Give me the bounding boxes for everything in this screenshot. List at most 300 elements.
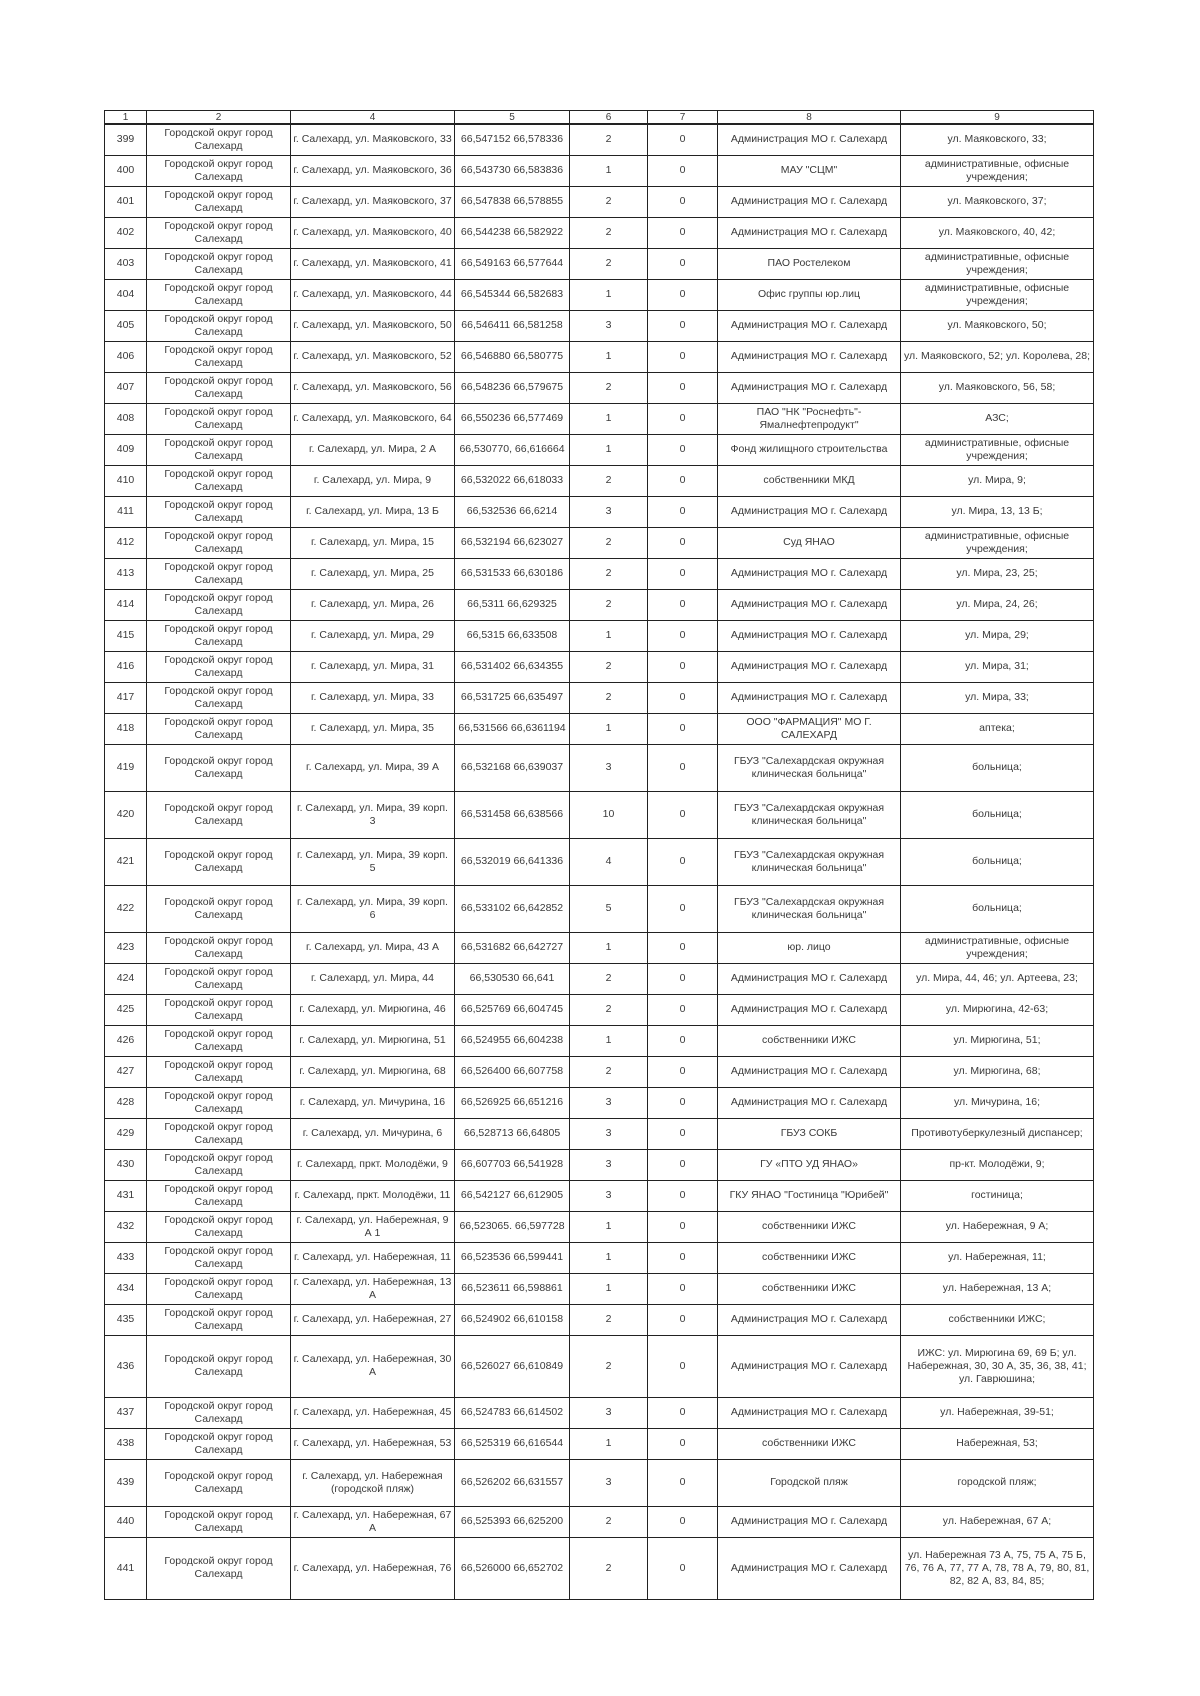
- cell-address: г. Салехард, ул. Мира, 44: [291, 963, 455, 994]
- cell-owner: ООО "ФАРМАЦИЯ" МО Г. САЛЕХАРД: [718, 713, 901, 744]
- cell-zero: 0: [648, 744, 718, 791]
- cell-served: ул. Набережная, 13 А;: [901, 1273, 1094, 1304]
- cell-owner: Администрация МО г. Салехард: [718, 310, 901, 341]
- cell-municipality: Городской округ город Салехард: [147, 1506, 291, 1537]
- cell-count: 1: [570, 620, 648, 651]
- cell-served: ул. Мира, 24, 26;: [901, 589, 1094, 620]
- cell-zero: 0: [648, 1428, 718, 1459]
- cell-count: 2: [570, 248, 648, 279]
- cell-served: административные, офисные учреждения;: [901, 434, 1094, 465]
- cell-address: г. Салехард, ул. Маяковского, 33: [291, 124, 455, 155]
- cell-address: г. Салехард, ул. Мира, 35: [291, 713, 455, 744]
- table-row: [105, 838, 1094, 885]
- cell-count: 3: [570, 496, 648, 527]
- table-row: [105, 1273, 1094, 1304]
- cell-address: г. Салехард, пркт. Молодёжи, 11: [291, 1180, 455, 1211]
- cell-zero: 0: [648, 1087, 718, 1118]
- cell-municipality: Городской округ город Салехард: [147, 744, 291, 791]
- cell-zero: 0: [648, 713, 718, 744]
- cell-owner: собственники ИЖС: [718, 1025, 901, 1056]
- cell-served: аптека;: [901, 713, 1094, 744]
- cell-zero: 0: [648, 1180, 718, 1211]
- cell-zero: 0: [648, 465, 718, 496]
- table-row: [105, 589, 1094, 620]
- cell-served: ул. Мирюгина, 42-63;: [901, 994, 1094, 1025]
- cell-municipality: Городской округ город Салехард: [147, 372, 291, 403]
- cell-municipality: Городской округ город Салехард: [147, 465, 291, 496]
- cell-address: г. Салехард, ул. Маяковского, 56: [291, 372, 455, 403]
- cell-num: 425: [105, 994, 147, 1025]
- table-row: [105, 1459, 1094, 1506]
- cell-address: г. Салехард, ул. Мира, 39 корп. 3: [291, 791, 455, 838]
- cell-served: больница;: [901, 838, 1094, 885]
- table-row: [105, 885, 1094, 932]
- cell-num: 439: [105, 1459, 147, 1506]
- col-header-owner: 8: [718, 111, 901, 125]
- cell-served: ул. Набережная 73 А, 75, 75 А, 75 Б, 76, 76 А, 77, 77 А, 78, 78 А, 79, 80, 81, 82, 82 А, 83, 84, 85;: [901, 1537, 1094, 1599]
- cell-num: 412: [105, 527, 147, 558]
- cell-num: 421: [105, 838, 147, 885]
- cell-municipality: Городской округ город Салехард: [147, 1149, 291, 1180]
- cell-coordinates: 66,524902 66,610158: [455, 1304, 570, 1335]
- cell-count: 2: [570, 186, 648, 217]
- cell-coordinates: 66,525393 66,625200: [455, 1506, 570, 1537]
- cell-municipality: Городской округ город Салехард: [147, 1397, 291, 1428]
- cell-num: 431: [105, 1180, 147, 1211]
- cell-count: 3: [570, 1149, 648, 1180]
- cell-zero: 0: [648, 1506, 718, 1537]
- cell-served: ул. Маяковского, 52; ул. Королева, 28;: [901, 341, 1094, 372]
- table-row: [105, 124, 1094, 155]
- table-row: [105, 994, 1094, 1025]
- cell-zero: 0: [648, 248, 718, 279]
- cell-served: ул. Мичурина, 16;: [901, 1087, 1094, 1118]
- cell-owner: Администрация МО г. Салехард: [718, 1537, 901, 1599]
- cell-num: 420: [105, 791, 147, 838]
- cell-municipality: Городской округ город Салехард: [147, 963, 291, 994]
- cell-municipality: Городской округ город Салехард: [147, 186, 291, 217]
- cell-served: Набережная, 53;: [901, 1428, 1094, 1459]
- cell-coordinates: 66,526027 66,610849: [455, 1335, 570, 1397]
- cell-zero: 0: [648, 310, 718, 341]
- cell-coordinates: 66,531533 66,630186: [455, 558, 570, 589]
- cell-municipality: Городской округ город Салехард: [147, 1428, 291, 1459]
- cell-zero: 0: [648, 1242, 718, 1273]
- cell-served: ул. Мира, 31;: [901, 651, 1094, 682]
- cell-municipality: Городской округ город Салехард: [147, 1537, 291, 1599]
- cell-municipality: Городской округ город Салехард: [147, 217, 291, 248]
- cell-count: 1: [570, 1428, 648, 1459]
- cell-zero: 0: [648, 217, 718, 248]
- cell-owner: Администрация МО г. Салехард: [718, 1087, 901, 1118]
- cell-address: г. Салехард, ул. Мира, 39 корп. 5: [291, 838, 455, 885]
- cell-address: г. Салехард, ул. Набережная, 45: [291, 1397, 455, 1428]
- cell-count: 2: [570, 124, 648, 155]
- cell-owner: Офис группы юр.лиц: [718, 279, 901, 310]
- cell-coordinates: 66,5315 66,633508: [455, 620, 570, 651]
- cell-coordinates: 66,531682 66,642727: [455, 932, 570, 963]
- cell-count: 2: [570, 1335, 648, 1397]
- cell-address: г. Салехард, ул. Мичурина, 16: [291, 1087, 455, 1118]
- cell-num: 427: [105, 1056, 147, 1087]
- table-row: [105, 155, 1094, 186]
- col-header-num: 1: [105, 111, 147, 125]
- table-row: [105, 713, 1094, 744]
- cell-owner: ГБУЗ "Салехардская окружная клиническая больница": [718, 885, 901, 932]
- cell-num: 418: [105, 713, 147, 744]
- cell-coordinates: 66,546411 66,581258: [455, 310, 570, 341]
- cell-count: 2: [570, 963, 648, 994]
- cell-count: 1: [570, 155, 648, 186]
- cell-num: 410: [105, 465, 147, 496]
- cell-coordinates: 66,531458 66,638566: [455, 791, 570, 838]
- cell-municipality: Городской округ город Салехард: [147, 558, 291, 589]
- cell-address: г. Салехард, ул. Мира, 9: [291, 465, 455, 496]
- cell-served: гостиница;: [901, 1180, 1094, 1211]
- cell-num: 441: [105, 1537, 147, 1599]
- cell-zero: 0: [648, 682, 718, 713]
- cell-address: г. Салехард, ул. Мира, 15: [291, 527, 455, 558]
- cell-address: г. Салехард, ул. Набережная, 11: [291, 1242, 455, 1273]
- cell-count: 1: [570, 713, 648, 744]
- cell-served: ул. Маяковского, 33;: [901, 124, 1094, 155]
- col-header-served: 9: [901, 111, 1094, 125]
- cell-coordinates: 66,530530 66,641: [455, 963, 570, 994]
- table-row: [105, 1537, 1094, 1599]
- cell-municipality: Городской округ город Салехард: [147, 1335, 291, 1397]
- cell-count: 3: [570, 1180, 648, 1211]
- cell-municipality: Городской округ город Салехард: [147, 248, 291, 279]
- cell-num: 402: [105, 217, 147, 248]
- cell-count: 3: [570, 1397, 648, 1428]
- cell-served: АЗС;: [901, 403, 1094, 434]
- cell-num: 432: [105, 1211, 147, 1242]
- cell-municipality: Городской округ город Салехард: [147, 1273, 291, 1304]
- cell-address: г. Салехард, ул. Набережная (городской пляж): [291, 1459, 455, 1506]
- cell-zero: 0: [648, 279, 718, 310]
- cell-address: г. Салехард, ул. Мира, 26: [291, 589, 455, 620]
- cell-address: г. Салехард, ул. Мира, 39 А: [291, 744, 455, 791]
- cell-owner: ПАО "НК "Роснефть"-Ямалнефтепродукт": [718, 403, 901, 434]
- cell-num: 422: [105, 885, 147, 932]
- cell-municipality: Городской округ город Салехард: [147, 620, 291, 651]
- cell-zero: 0: [648, 1149, 718, 1180]
- cell-zero: 0: [648, 403, 718, 434]
- cell-served: ул. Мира, 44, 46; ул. Артеева, 23;: [901, 963, 1094, 994]
- table-row: [105, 465, 1094, 496]
- cell-zero: 0: [648, 1537, 718, 1599]
- cell-address: г. Салехард, ул. Мирюгина, 51: [291, 1025, 455, 1056]
- cell-coordinates: 66,545344 66,582683: [455, 279, 570, 310]
- cell-address: г. Салехард, ул. Мира, 13 Б: [291, 496, 455, 527]
- cell-count: 2: [570, 1537, 648, 1599]
- cell-zero: 0: [648, 1118, 718, 1149]
- cell-address: г. Салехард, ул. Мира, 43 А: [291, 932, 455, 963]
- cell-served: ул. Маяковского, 56, 58;: [901, 372, 1094, 403]
- table-row: [105, 217, 1094, 248]
- cell-count: 1: [570, 1273, 648, 1304]
- cell-coordinates: 66,524783 66,614502: [455, 1397, 570, 1428]
- cell-num: 436: [105, 1335, 147, 1397]
- cell-address: г. Салехард, ул. Маяковского, 44: [291, 279, 455, 310]
- cell-count: 1: [570, 279, 648, 310]
- cell-municipality: Городской округ город Салехард: [147, 527, 291, 558]
- cell-served: больница;: [901, 791, 1094, 838]
- cell-owner: Администрация МО г. Салехард: [718, 1056, 901, 1087]
- cell-num: 413: [105, 558, 147, 589]
- table-row: [105, 791, 1094, 838]
- cell-zero: 0: [648, 1211, 718, 1242]
- cell-served: больница;: [901, 744, 1094, 791]
- cell-count: 2: [570, 558, 648, 589]
- cell-owner: Администрация МО г. Салехард: [718, 558, 901, 589]
- table-row: [105, 963, 1094, 994]
- cell-address: г. Салехард, ул. Набережная, 53: [291, 1428, 455, 1459]
- cell-zero: 0: [648, 527, 718, 558]
- header-row: [105, 111, 1094, 125]
- cell-coordinates: 66,532022 66,618033: [455, 465, 570, 496]
- cell-count: 2: [570, 372, 648, 403]
- cell-coordinates: 66,528713 66,64805: [455, 1118, 570, 1149]
- cell-served: Противотуберкулезный диспансер;: [901, 1118, 1094, 1149]
- cell-owner: ГБУЗ "Салехардская окружная клиническая больница": [718, 744, 901, 791]
- cell-num: 414: [105, 589, 147, 620]
- cell-zero: 0: [648, 1459, 718, 1506]
- cell-coordinates: 66,532536 66,6214: [455, 496, 570, 527]
- cell-owner: Администрация МО г. Салехард: [718, 341, 901, 372]
- cell-municipality: Городской округ город Салехард: [147, 885, 291, 932]
- cell-num: 429: [105, 1118, 147, 1149]
- cell-served: ул. Мирюгина, 68;: [901, 1056, 1094, 1087]
- col-header-coordinates: 5: [455, 111, 570, 125]
- cell-served: ИЖС: ул. Мирюгина 69, 69 Б; ул. Набережная, 30, 30 А, 35, 36, 38, 41; ул. Гаврюшина;: [901, 1335, 1094, 1397]
- cell-address: г. Салехард, ул. Мира, 25: [291, 558, 455, 589]
- cell-municipality: Городской округ город Салехард: [147, 403, 291, 434]
- cell-num: 424: [105, 963, 147, 994]
- cell-owner: Городской пляж: [718, 1459, 901, 1506]
- table-row: [105, 341, 1094, 372]
- cell-owner: Администрация МО г. Салехард: [718, 186, 901, 217]
- cell-municipality: Городской округ город Салехард: [147, 994, 291, 1025]
- cell-served: административные, офисные учреждения;: [901, 932, 1094, 963]
- cell-owner: ПАО Ростелеком: [718, 248, 901, 279]
- cell-served: административные, офисные учреждения;: [901, 248, 1094, 279]
- cell-num: 406: [105, 341, 147, 372]
- cell-served: ул. Мира, 9;: [901, 465, 1094, 496]
- table-row: [105, 310, 1094, 341]
- cell-num: 399: [105, 124, 147, 155]
- cell-coordinates: 66,549163 66,577644: [455, 248, 570, 279]
- cell-served: ул. Маяковского, 37;: [901, 186, 1094, 217]
- cell-num: 403: [105, 248, 147, 279]
- cell-owner: ГБУЗ СОКБ: [718, 1118, 901, 1149]
- cell-served: собственники ИЖС;: [901, 1304, 1094, 1335]
- cell-count: 10: [570, 791, 648, 838]
- cell-coordinates: 66,550236 66,577469: [455, 403, 570, 434]
- cell-num: 428: [105, 1087, 147, 1118]
- cell-coordinates: 66,530770, 66,616664: [455, 434, 570, 465]
- cell-address: г. Салехард, пркт. Молодёжи, 9: [291, 1149, 455, 1180]
- cell-coordinates: 66,546880 66,580775: [455, 341, 570, 372]
- cell-municipality: Городской округ город Салехард: [147, 1180, 291, 1211]
- cell-municipality: Городской округ город Салехард: [147, 124, 291, 155]
- cell-served: ул. Набережная, 39-51;: [901, 1397, 1094, 1428]
- cell-zero: 0: [648, 1397, 718, 1428]
- cell-address: г. Салехард, ул. Маяковского, 41: [291, 248, 455, 279]
- cell-num: 401: [105, 186, 147, 217]
- cell-address: г. Салехард, ул. Набережная, 30 А: [291, 1335, 455, 1397]
- cell-address: г. Салехард, ул. Маяковского, 36: [291, 155, 455, 186]
- table-row: [105, 651, 1094, 682]
- table-row: [105, 434, 1094, 465]
- cell-address: г. Салехард, ул. Мира, 2 А: [291, 434, 455, 465]
- cell-municipality: Городской округ город Салехард: [147, 341, 291, 372]
- col-header-count: 6: [570, 111, 648, 125]
- table-row: [105, 1335, 1094, 1397]
- cell-count: 1: [570, 434, 648, 465]
- cell-municipality: Городской округ город Салехард: [147, 1087, 291, 1118]
- cell-coordinates: 66,526000 66,652702: [455, 1537, 570, 1599]
- cell-municipality: Городской округ город Салехард: [147, 713, 291, 744]
- cell-owner: ГБУЗ "Салехардская окружная клиническая больница": [718, 791, 901, 838]
- cell-owner: собственники ИЖС: [718, 1428, 901, 1459]
- cell-owner: Администрация МО г. Салехард: [718, 651, 901, 682]
- cell-num: 434: [105, 1273, 147, 1304]
- cell-num: 438: [105, 1428, 147, 1459]
- cell-municipality: Городской округ город Салехард: [147, 838, 291, 885]
- cell-owner: ГУ «ПТО УД ЯНАО»: [718, 1149, 901, 1180]
- cell-num: 400: [105, 155, 147, 186]
- cell-zero: 0: [648, 791, 718, 838]
- cell-coordinates: 66,525769 66,604745: [455, 994, 570, 1025]
- table-row: [105, 1397, 1094, 1428]
- cell-owner: Администрация МО г. Салехард: [718, 372, 901, 403]
- cell-zero: 0: [648, 651, 718, 682]
- cell-count: 2: [570, 1304, 648, 1335]
- cell-served: ул. Набережная, 11;: [901, 1242, 1094, 1273]
- cell-served: городской пляж;: [901, 1459, 1094, 1506]
- cell-municipality: Городской округ город Салехард: [147, 155, 291, 186]
- cell-count: 3: [570, 744, 648, 791]
- cell-zero: 0: [648, 885, 718, 932]
- cell-served: ул. Маяковского, 40, 42;: [901, 217, 1094, 248]
- cell-served: больница;: [901, 885, 1094, 932]
- cell-municipality: Городской округ город Салехард: [147, 1304, 291, 1335]
- table-row: [105, 620, 1094, 651]
- cell-count: 2: [570, 1506, 648, 1537]
- cell-municipality: Городской округ город Салехард: [147, 1459, 291, 1506]
- cell-zero: 0: [648, 1025, 718, 1056]
- cell-count: 3: [570, 1087, 648, 1118]
- cell-served: ул. Набережная, 67 А;: [901, 1506, 1094, 1537]
- cell-zero: 0: [648, 1273, 718, 1304]
- cell-coordinates: 66,542127 66,612905: [455, 1180, 570, 1211]
- cell-served: административные, офисные учреждения;: [901, 155, 1094, 186]
- cell-address: г. Салехард, ул. Мирюгина, 46: [291, 994, 455, 1025]
- cell-num: 407: [105, 372, 147, 403]
- cell-num: 437: [105, 1397, 147, 1428]
- cell-owner: собственники ИЖС: [718, 1242, 901, 1273]
- cell-num: 417: [105, 682, 147, 713]
- cell-coordinates: 66,524955 66,604238: [455, 1025, 570, 1056]
- cell-zero: 0: [648, 994, 718, 1025]
- cell-owner: Администрация МО г. Салехард: [718, 217, 901, 248]
- cell-coordinates: 66,5311 66,629325: [455, 589, 570, 620]
- cell-coordinates: 66,547838 66,578855: [455, 186, 570, 217]
- table-row: [105, 1506, 1094, 1537]
- cell-coordinates: 66,532019 66,641336: [455, 838, 570, 885]
- cell-coordinates: 66,607703 66,541928: [455, 1149, 570, 1180]
- cell-count: 1: [570, 1025, 648, 1056]
- cell-count: 5: [570, 885, 648, 932]
- cell-address: г. Салехард, ул. Набережная, 76: [291, 1537, 455, 1599]
- cell-zero: 0: [648, 1304, 718, 1335]
- cell-count: 2: [570, 1056, 648, 1087]
- cell-zero: 0: [648, 124, 718, 155]
- table-row: [105, 1304, 1094, 1335]
- cell-coordinates: 66,526400 66,607758: [455, 1056, 570, 1087]
- cell-coordinates: 66,533102 66,642852: [455, 885, 570, 932]
- table-row: [105, 248, 1094, 279]
- cell-count: 3: [570, 310, 648, 341]
- cell-owner: Администрация МО г. Салехард: [718, 589, 901, 620]
- cell-num: 430: [105, 1149, 147, 1180]
- table-row: [105, 496, 1094, 527]
- cell-count: 3: [570, 1118, 648, 1149]
- cell-num: 419: [105, 744, 147, 791]
- cell-num: 435: [105, 1304, 147, 1335]
- col-header-zero: 7: [648, 111, 718, 125]
- cell-zero: 0: [648, 620, 718, 651]
- cell-count: 1: [570, 932, 648, 963]
- cell-num: 433: [105, 1242, 147, 1273]
- table-row: [105, 558, 1094, 589]
- cell-owner: юр. лицо: [718, 932, 901, 963]
- cell-owner: Администрация МО г. Салехард: [718, 994, 901, 1025]
- cell-served: административные, офисные учреждения;: [901, 527, 1094, 558]
- cell-count: 1: [570, 341, 648, 372]
- cell-owner: Фонд жилищного строительства: [718, 434, 901, 465]
- cell-num: 404: [105, 279, 147, 310]
- cell-coordinates: 66,531402 66,634355: [455, 651, 570, 682]
- cell-coordinates: 66,523065. 66,597728: [455, 1211, 570, 1242]
- cell-zero: 0: [648, 434, 718, 465]
- cell-owner: Администрация МО г. Салехард: [718, 124, 901, 155]
- col-header-municipality: 2: [147, 111, 291, 125]
- cell-coordinates: 66,523536 66,599441: [455, 1242, 570, 1273]
- cell-zero: 0: [648, 838, 718, 885]
- cell-address: г. Салехард, ул. Мичурина, 6: [291, 1118, 455, 1149]
- cell-municipality: Городской округ город Салехард: [147, 682, 291, 713]
- cell-zero: 0: [648, 963, 718, 994]
- cell-count: 2: [570, 589, 648, 620]
- cell-num: 423: [105, 932, 147, 963]
- cell-owner: собственники ИЖС: [718, 1211, 901, 1242]
- cell-municipality: Городской округ город Салехард: [147, 1211, 291, 1242]
- cell-owner: ГКУ ЯНАО "Гостиница "Юрибей": [718, 1180, 901, 1211]
- table-row: [105, 403, 1094, 434]
- cell-coordinates: 66,547152 66,578336: [455, 124, 570, 155]
- cell-num: 415: [105, 620, 147, 651]
- cell-municipality: Городской округ город Салехард: [147, 434, 291, 465]
- cell-address: г. Салехард, ул. Мира, 39 корп. 6: [291, 885, 455, 932]
- table-row: [105, 744, 1094, 791]
- cell-municipality: Городской округ город Салехард: [147, 791, 291, 838]
- col-header-address: 4: [291, 111, 455, 125]
- cell-owner: МАУ "СЦМ": [718, 155, 901, 186]
- cell-address: г. Салехард, ул. Набережная, 9 А 1: [291, 1211, 455, 1242]
- cell-num: 411: [105, 496, 147, 527]
